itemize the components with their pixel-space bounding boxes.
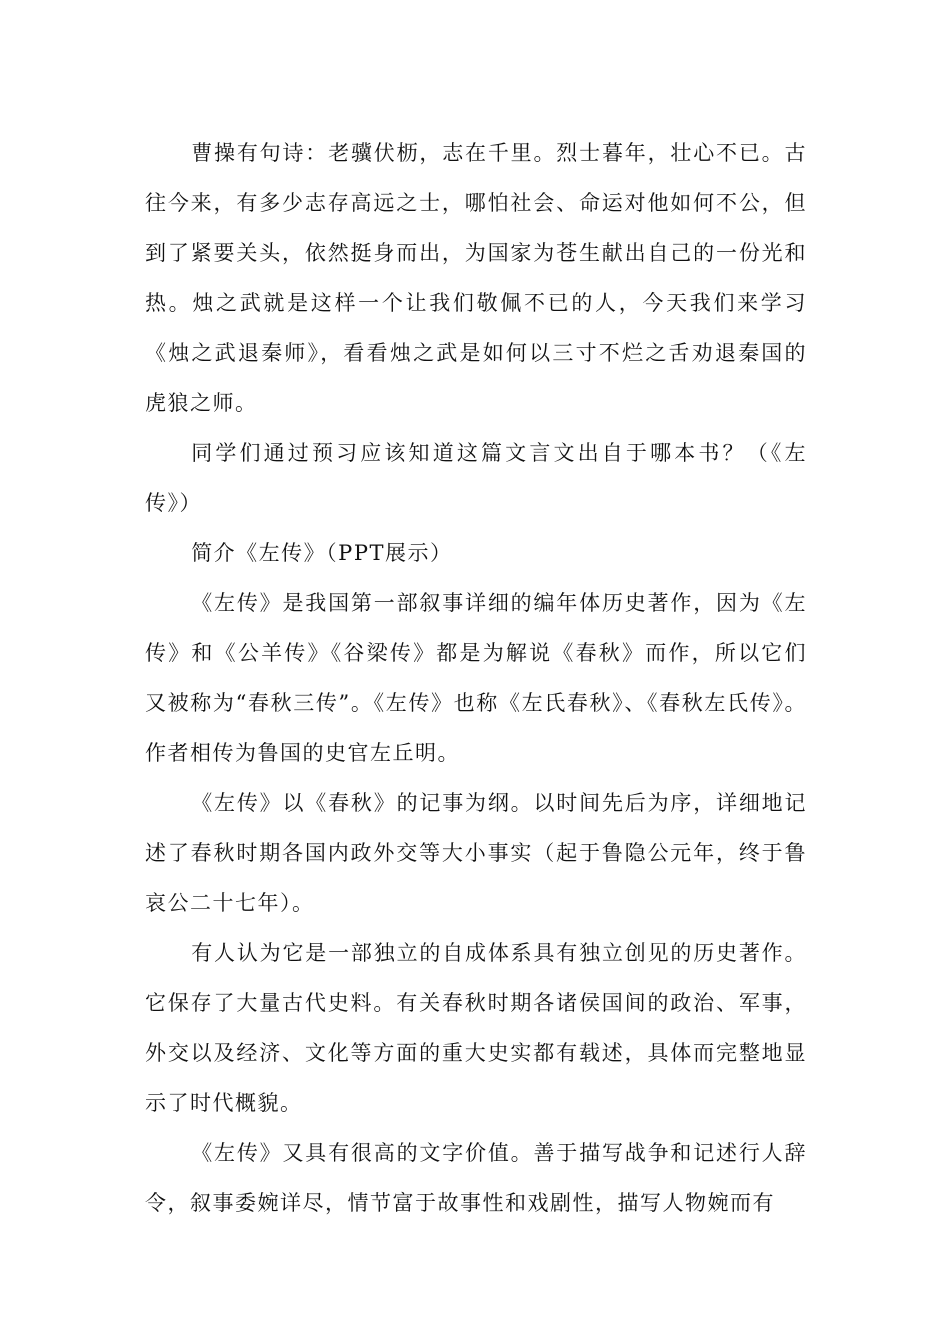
paragraph-zuozhuan-literary-value: 《左传》又具有很高的文字价值。善于描写战争和记述行人辞令，叙事委婉详尽，情节富于故事性和戏剧性，描写人物婉而有	[145, 1141, 807, 1215]
paragraph-zuozhuan-heading: 简介《左传》（PPT展示）	[191, 541, 453, 565]
document-body	[145, 128, 807, 1228]
paragraph-intro-cao-cao: 曹操有句诗：老骥伏枥，志在千里。烈士暮年，壮心不已。古往今来，有多少志存高远之士，哪怕社会、命运对他如何不公，但到了紧要关头，依然挺身而出，为国家为苍生献出自己的一份光和热。烛之武就是这样一个让我们敬佩不已的人，今天我们来学习《烛之武退秦师》，看看烛之武是如何以三寸不烂之舌劝退秦国的虎狼之师。	[145, 141, 807, 415]
paragraph-zuozhuan-overview: 《左传》是我国第一部叙事详细的编年体历史著作，因为《左传》和《公羊传》《谷梁传》都是为解说《春秋》而作，所以它们又被称为“春秋三传”。《左传》也称《左氏春秋》、《春秋左氏传》。作者相传为鲁国的史官左丘明。	[145, 591, 807, 765]
paragraph-question-source: 同学们通过预习应该知道这篇文言文出自于哪本书？（《左传》）	[145, 441, 807, 515]
paragraph-zuozhuan-historical-value: 有人认为它是一部独立的自成体系具有独立创见的历史著作。它保存了大量古代史料。有关春秋时期各诸侯国间的政治、军事，外交以及经济、文化等方面的重大史实都有载述，具体而完整地显示了时代概貌。	[145, 941, 807, 1115]
paragraph-zuozhuan-chronology: 《左传》以《春秋》的记事为纲。以时间先后为序，详细地记述了春秋时期各国内政外交等大小事实（起于鲁隐公元年，终于鲁哀公二十七年）。	[145, 791, 807, 915]
